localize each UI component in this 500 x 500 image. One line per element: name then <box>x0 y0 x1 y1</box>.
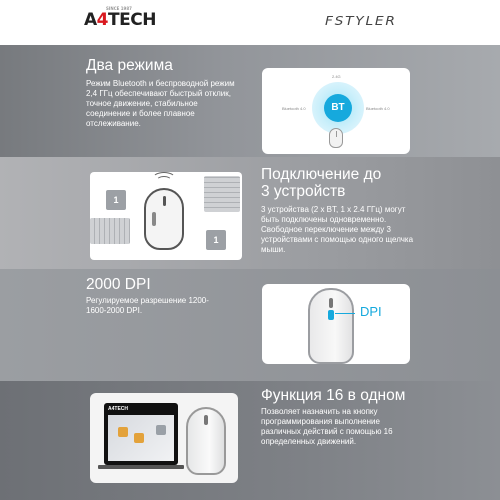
logo-since: SINCE 1987 <box>106 6 132 11</box>
gesture-icon <box>134 433 144 443</box>
section-16-in-1 <box>0 381 500 500</box>
gesture-icon <box>118 427 128 437</box>
laptop-base <box>98 465 184 469</box>
dpi-visual <box>262 284 410 364</box>
laptop-icon <box>104 403 178 465</box>
mouse-icon <box>144 188 184 250</box>
signal-wave-icon <box>156 176 172 186</box>
section-4-desc: Позволяет назначить на кнопку программирования выполнение различных действий с помощью 16 определенных движений. <box>261 407 393 446</box>
section-3-desc: Регулируемое разрешение 1200-1600-2000 DPI. <box>86 296 209 315</box>
bluetooth-badge: BT <box>324 94 352 122</box>
multi-device-visual <box>90 172 242 260</box>
label-bluetooth-left: Bluetooth 4.0 <box>282 106 306 111</box>
device-number: 1 <box>213 235 219 245</box>
section-2-title-line2: 3 устройств <box>261 183 346 200</box>
pointer-line <box>335 313 355 314</box>
section-2-title <box>261 166 381 200</box>
section-1-desc: Режим Bluetooth и беспроводной режим 2,4 ГГц обеспечивают быстрый отклик, точное движение, стабильное соединение и более плавное отслеживание. <box>86 79 235 128</box>
fstyler-logo: FSTYLER <box>325 14 397 28</box>
label-2-4g: 2.4G <box>332 74 341 79</box>
dpi-button-icon <box>328 310 334 320</box>
dpi-label: DPI <box>360 304 382 319</box>
device-number: 1 <box>113 195 119 205</box>
device-icon <box>106 190 126 210</box>
section-1-title: Два режима <box>86 57 173 74</box>
a4tech-logo: A4TECH SINCE 1987 <box>84 6 156 30</box>
grid-icon <box>156 425 166 435</box>
mouse-icon <box>308 288 354 364</box>
mouse-icon <box>186 407 226 475</box>
software-screen <box>108 415 174 461</box>
keyboard-icon <box>204 176 240 212</box>
section-multi-device <box>0 157 500 269</box>
section-2-desc: 3 устройства (2 x BT, 1 x 2.4 ГГц) могут быть подключены одновременно. Свободное переключение между 3 устройствами с помощью одного щелчка мыши. <box>261 205 414 254</box>
header <box>0 0 500 45</box>
screen-logo: A4TECH <box>108 406 129 412</box>
16-in-1-visual <box>90 393 238 483</box>
label-bluetooth-right: Bluetooth 4.0 <box>366 106 390 111</box>
section-3-title: 2000 DPI <box>86 276 151 293</box>
device-icon <box>206 230 226 250</box>
mouse-icon <box>329 128 343 148</box>
section-2-title-line1: Подключение до <box>261 166 382 183</box>
section-dpi <box>0 269 500 381</box>
section-dual-mode <box>0 45 500 157</box>
section-4-title: Функция 16 в одном <box>261 387 406 404</box>
keyboard-icon <box>90 218 130 244</box>
dual-mode-visual <box>262 68 410 154</box>
